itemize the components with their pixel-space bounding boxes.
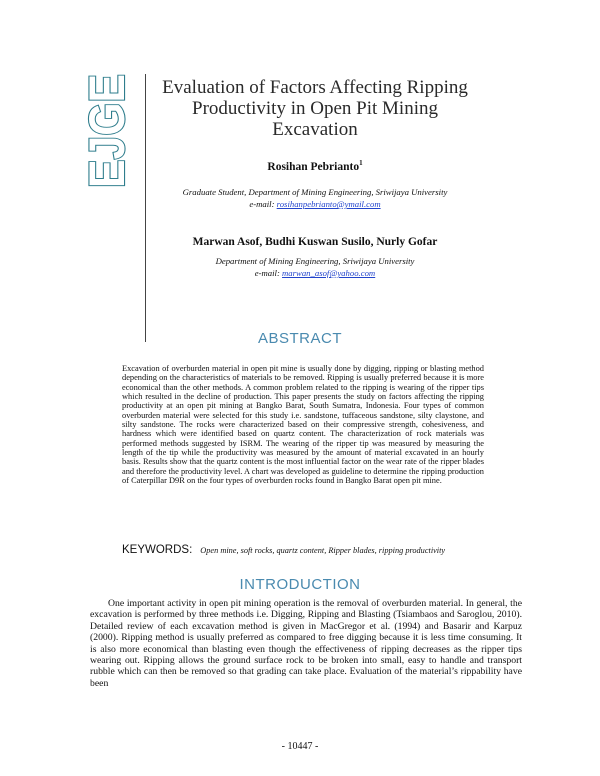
header-divider-line <box>145 74 146 342</box>
email-link-2[interactable]: marwan_asof@yahoo.com <box>282 268 376 278</box>
email-link-1[interactable]: rosihanpebrianto@ymail.com <box>276 199 381 209</box>
affiliation1-text: Graduate Student, Department of Mining Engineering, Sriwijaya University <box>182 187 448 197</box>
title-line-2: Productivity in Open Pit Mining <box>192 98 438 119</box>
first-author-footnote: 1 <box>359 159 363 167</box>
introduction-paragraph: One important activity in open pit mining operation is the removal of overburden material. In general, the excavation is performed by three methods i.e. Digging, Ripping and Blasting (Tsiambaos and Saroglou, 2010). Detailed review of each excavation method is given in MacGregor et al. (1994) and Basarir and Karpuz (2000). Ripping method is usually preferred as compared to free digging because it is less time consuming. It is also more economical than blasting even though the effectiveness of ripping decreases as the ripper tips wearing out. Ripping allows the ground surface rock to be broken into small, easy to handle and transport rubble which can then be removed so that grading can take place. Evaluation of the material’s rippability have been <box>90 598 522 689</box>
first-author-affiliation <box>150 186 480 210</box>
logo-text: EJGE <box>80 72 132 188</box>
keywords-label: KEYWORDS: <box>122 544 193 556</box>
paper-title <box>150 77 480 140</box>
abstract-heading: ABSTRACT <box>257 330 342 347</box>
email-label: e-mail: <box>249 199 277 209</box>
first-author <box>150 159 480 173</box>
introduction-heading: INTRODUCTION <box>239 576 361 593</box>
ejge-logo-svg <box>80 72 132 190</box>
co-authors-affiliation <box>150 255 480 279</box>
page-number: - 10447 - <box>281 741 319 752</box>
affiliation1-email-line <box>150 198 480 210</box>
introduction-body <box>90 598 522 689</box>
affiliation2-email-line <box>150 267 480 279</box>
abstract-body: Excavation of overburden material in open pit mine is usually done by digging, ripping or blasting method depending on the characteristics of materials to be removed. Ripping is usually preferred because it is more economical than the other methods. A common problem related to the ripping is wearing of the ripper tips which resulted in the decline of production. This paper presents the study on factors affecting the ripping productivity at an open pit mining at Bangko Barat, South Sumatra, Indonesia. Four types of common overburden material were selected for this study i.e. sandstone, tuffaceous sandstone, silty claystone, and silty sandstone. The rocks were characterized based on their compressive strength, cohesiveness, and hardness which were identified based on quartz content. The characterization of rock materials was performed methods suggested by ISRM. The wearing of the ripper tip was measured by measuring the length of the tip while the productivity was measured by the amount of material excavated in an hourly basis. Results show that the quartz content is the most influential factor on the wear rate of the ripper blades and therefore the productivity level. A chart was developed as guideline to determine the ripping production of Caterpillar D9R on the four types of overburden rocks found in Bangko Barat open pit mine. <box>122 364 484 486</box>
keywords-text: Open mine, soft rocks, quartz content, Ripper blades, ripping productivity <box>200 546 446 555</box>
co-authors: Marwan Asof, Budhi Kuswan Susilo, Nurly Gofar <box>192 236 438 248</box>
title-line-3: Excavation <box>272 119 358 140</box>
affiliation2-text: Department of Mining Engineering, Sriwijaya University <box>215 256 415 266</box>
journal-logo <box>80 72 132 190</box>
email-label: e-mail: <box>254 268 283 278</box>
first-author-name: Rosihan Pebrianto <box>267 160 360 173</box>
title-line-1: Evaluation of Factors Affecting Ripping <box>162 77 468 98</box>
keywords-line <box>122 540 502 558</box>
